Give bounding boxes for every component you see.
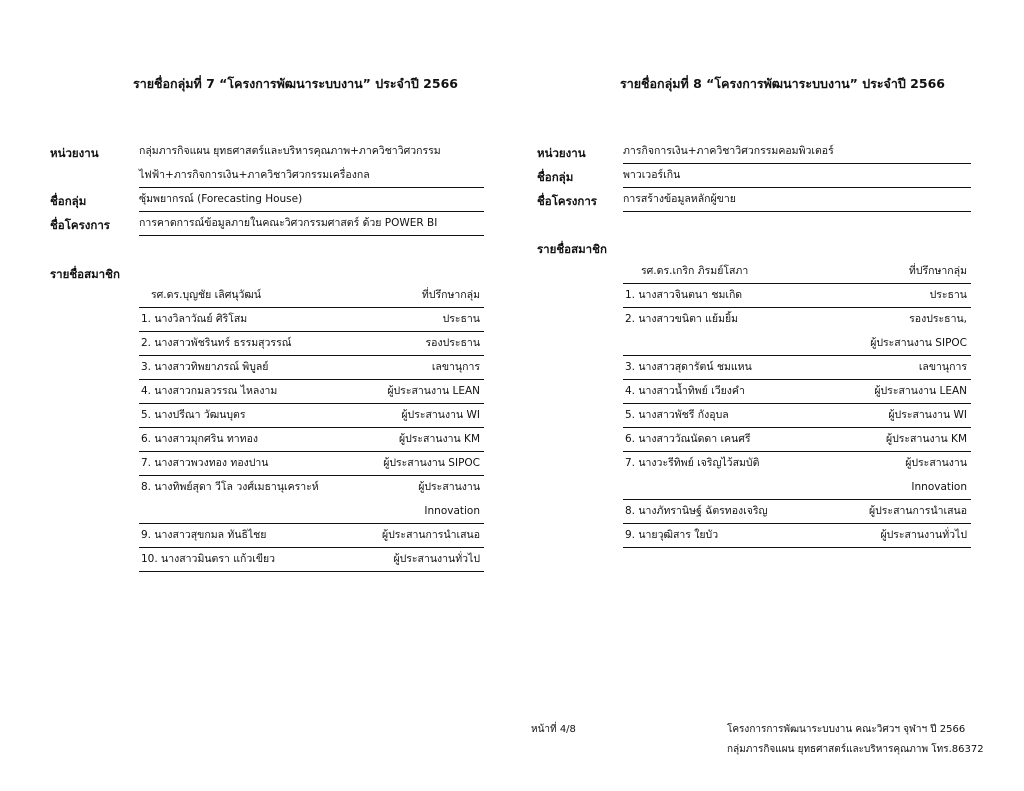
- member-role: ประธาน: [929, 289, 967, 301]
- member-row: [139, 332, 484, 356]
- member-name: 6. นางสาววัณนัดดา เคนศรี: [625, 433, 751, 445]
- member-row: [139, 476, 484, 499]
- group-7-group-label: ชื่อกลุ่ม: [50, 194, 87, 208]
- member-row: [623, 308, 971, 331]
- group-7-title: รายชื่อกลุ่มที่ 7 “โครงการพัฒนาระบบงาน” ประจำปี 2566: [133, 76, 458, 91]
- member-name: 1. นางสาวจินตนา ชมเกิด: [625, 289, 743, 301]
- member-name: 2. นางสาวพัชรินทร์ ธรรมสุวรรณ์: [141, 337, 292, 349]
- member-name: 1. นางวิลาวัณย์ ศิริโสม: [141, 313, 248, 325]
- member-role: ผู้ประสานงาน LEAN: [387, 385, 480, 397]
- member-name: 7. นางวะรีทิพย์ เจริญไว้สมบัติ: [625, 457, 760, 469]
- member-role: ผู้ประสานงาน SIPOC: [383, 457, 480, 469]
- group-7-group-name: ซุ้มพยากรณ์ (Forecasting House): [139, 187, 484, 212]
- member-name: 6. นางสาวมุกศริน ทาทอง: [141, 433, 259, 445]
- member-row: [623, 452, 971, 475]
- group-8-unit-label: หน่วยงาน: [537, 146, 586, 160]
- advisor-name: รศ.ดร.บุญชัย เลิศนุวัฒน์: [151, 289, 262, 301]
- page-number: หน้าที่ 4/8: [531, 724, 576, 735]
- group-8-group-value: [623, 163, 971, 188]
- group-7-project-name: การคาดการณ์ข้อมูลภายในคณะวิศวกรรมศาสตร์ ด้วย POWER BI: [139, 211, 484, 236]
- member-role: ผู้ประสานการนำเสนอ: [868, 505, 967, 517]
- group-8-project-label: ชื่อโครงการ: [537, 194, 597, 208]
- member-role: ผู้ประสานงาน KM: [398, 433, 480, 445]
- member-role: ผู้ประสานงานทั่วไป: [880, 529, 967, 541]
- group-8-unit-line1: ภารกิจการเงิน+ภาควิชาวิศวกรรมคอมพิวเตอร์: [623, 139, 971, 164]
- advisor-row: [623, 260, 971, 283]
- group-8-project-value: [623, 187, 971, 212]
- group-8-project-name: การสร้างข้อมูลหลักผู้ขาย: [623, 187, 971, 212]
- advisor-name: รศ.ดร.เกริก ภิรมย์โสภา: [641, 265, 749, 277]
- member-row: [623, 404, 971, 428]
- footer-line-1: โครงการการพัฒนาระบบงาน คณะวิศวฯ จุฬาฯ ปี 2566: [727, 724, 966, 735]
- advisor-row: [139, 284, 484, 307]
- member-name: 5. นางสาวพัชรี กังอุบล: [625, 409, 729, 421]
- advisor-role: ที่ปรึกษากลุ่ม: [421, 289, 480, 301]
- member-row: [139, 452, 484, 476]
- member-role-continued: ผู้ประสานงาน SIPOC: [623, 331, 971, 356]
- member-role: ผู้ประสานการนำเสนอ: [381, 529, 480, 541]
- group-7-project-label: ชื่อโครงการ: [50, 218, 110, 232]
- member-name: 5. นางปรีณา วัฒนบุตร: [141, 409, 246, 421]
- member-name: 8. นางภัทรานิษฐ์ ฉัตรทองเจริญ: [625, 505, 768, 517]
- member-name: 4. นางสาวน้ำทิพย์ เวียงคำ: [625, 385, 745, 397]
- member-role: รองประธาน: [425, 337, 480, 349]
- member-role: ผู้ประสานงาน WI: [888, 409, 967, 421]
- group-8-members-label: รายชื่อสมาชิก: [537, 242, 607, 256]
- member-name: 2. นางสาวขนิตา แย้มยิ้ม: [625, 313, 739, 325]
- group-7-unit-label: หน่วยงาน: [50, 146, 99, 160]
- member-role: รองประธาน,: [909, 313, 967, 325]
- member-name: 9. นายวุฒิสาร ใยบัว: [625, 529, 719, 541]
- group-7-group-value: [139, 187, 484, 212]
- member-role: ประธาน: [442, 313, 480, 325]
- group-8-group-label: ชื่อกลุ่ม: [537, 170, 574, 184]
- group-7-unit-value: [139, 139, 484, 188]
- member-row: [623, 356, 971, 380]
- group-8-title: รายชื่อกลุ่มที่ 8 “โครงการพัฒนาระบบงาน” ประจำปี 2566: [620, 76, 945, 91]
- member-role-continued: Innovation: [139, 499, 484, 524]
- member-row: [139, 380, 484, 404]
- member-row: [623, 428, 971, 452]
- member-name: 9. นางสาวสุขกมล ทันธิไชย: [141, 529, 267, 541]
- member-role: เลขานุการ: [918, 361, 967, 373]
- member-name: 4. นางสาวกมลวรรณ ไหลงาม: [141, 385, 278, 397]
- group-7-unit-line2: ไฟฟ้า+ภารกิจการเงิน+ภาควิชาวิศวกรรมเครื่องกล: [139, 163, 484, 188]
- member-role: ผู้ประสานงาน: [905, 457, 967, 469]
- member-role: ผู้ประสานงานทั่วไป: [393, 553, 480, 565]
- group-8-unit-value: [623, 139, 971, 164]
- member-row: [623, 524, 971, 548]
- group-8-group-name: พาวเวอร์เกิน: [623, 163, 971, 188]
- member-role: ผู้ประสานงาน WI: [401, 409, 480, 421]
- member-row: [139, 524, 484, 548]
- member-row: [623, 283, 971, 308]
- member-name: 8. นางทิพย์สุดา วีโล วงศ์เมธานุเคราะห์: [141, 481, 319, 493]
- member-name: 3. นางสาวทิพยาภรณ์ พิบูลย์: [141, 361, 269, 373]
- member-row: [139, 428, 484, 452]
- member-row: [139, 307, 484, 332]
- group-8-member-list: [623, 260, 971, 548]
- member-role: ผู้ประสานงาน KM: [885, 433, 967, 445]
- member-row: [139, 548, 484, 572]
- member-name: 10. นางสาวมินตรา แก้วเขียว: [141, 553, 276, 565]
- group-7-unit-line1: กลุ่มภารกิจแผน ยุทธศาสตร์และบริหารคุณภาพ+ภาควิชาวิศวกรรม: [139, 145, 441, 157]
- member-row: [139, 404, 484, 428]
- member-row: [623, 380, 971, 404]
- advisor-role: ที่ปรึกษากลุ่ม: [908, 265, 967, 277]
- member-role: ผู้ประสานงาน LEAN: [874, 385, 967, 397]
- member-row: [623, 500, 971, 524]
- member-role: เลขานุการ: [431, 361, 480, 373]
- member-role-continued: Innovation: [623, 475, 971, 500]
- group-7-members-label: รายชื่อสมาชิก: [50, 267, 120, 281]
- group-7-project-value: [139, 211, 484, 236]
- member-name: 3. นางสาวสุดารัตน์ ชมแหน: [625, 361, 752, 373]
- group-7-member-list: [139, 284, 484, 572]
- member-name: 7. นางสาวพวงทอง ทองปาน: [141, 457, 269, 469]
- footer-line-2: กลุ่มภารกิจแผน ยุทธศาสตร์และบริหารคุณภาพ โทร.86372: [727, 744, 984, 755]
- member-row: [139, 356, 484, 380]
- member-role: ผู้ประสานงาน: [418, 481, 480, 493]
